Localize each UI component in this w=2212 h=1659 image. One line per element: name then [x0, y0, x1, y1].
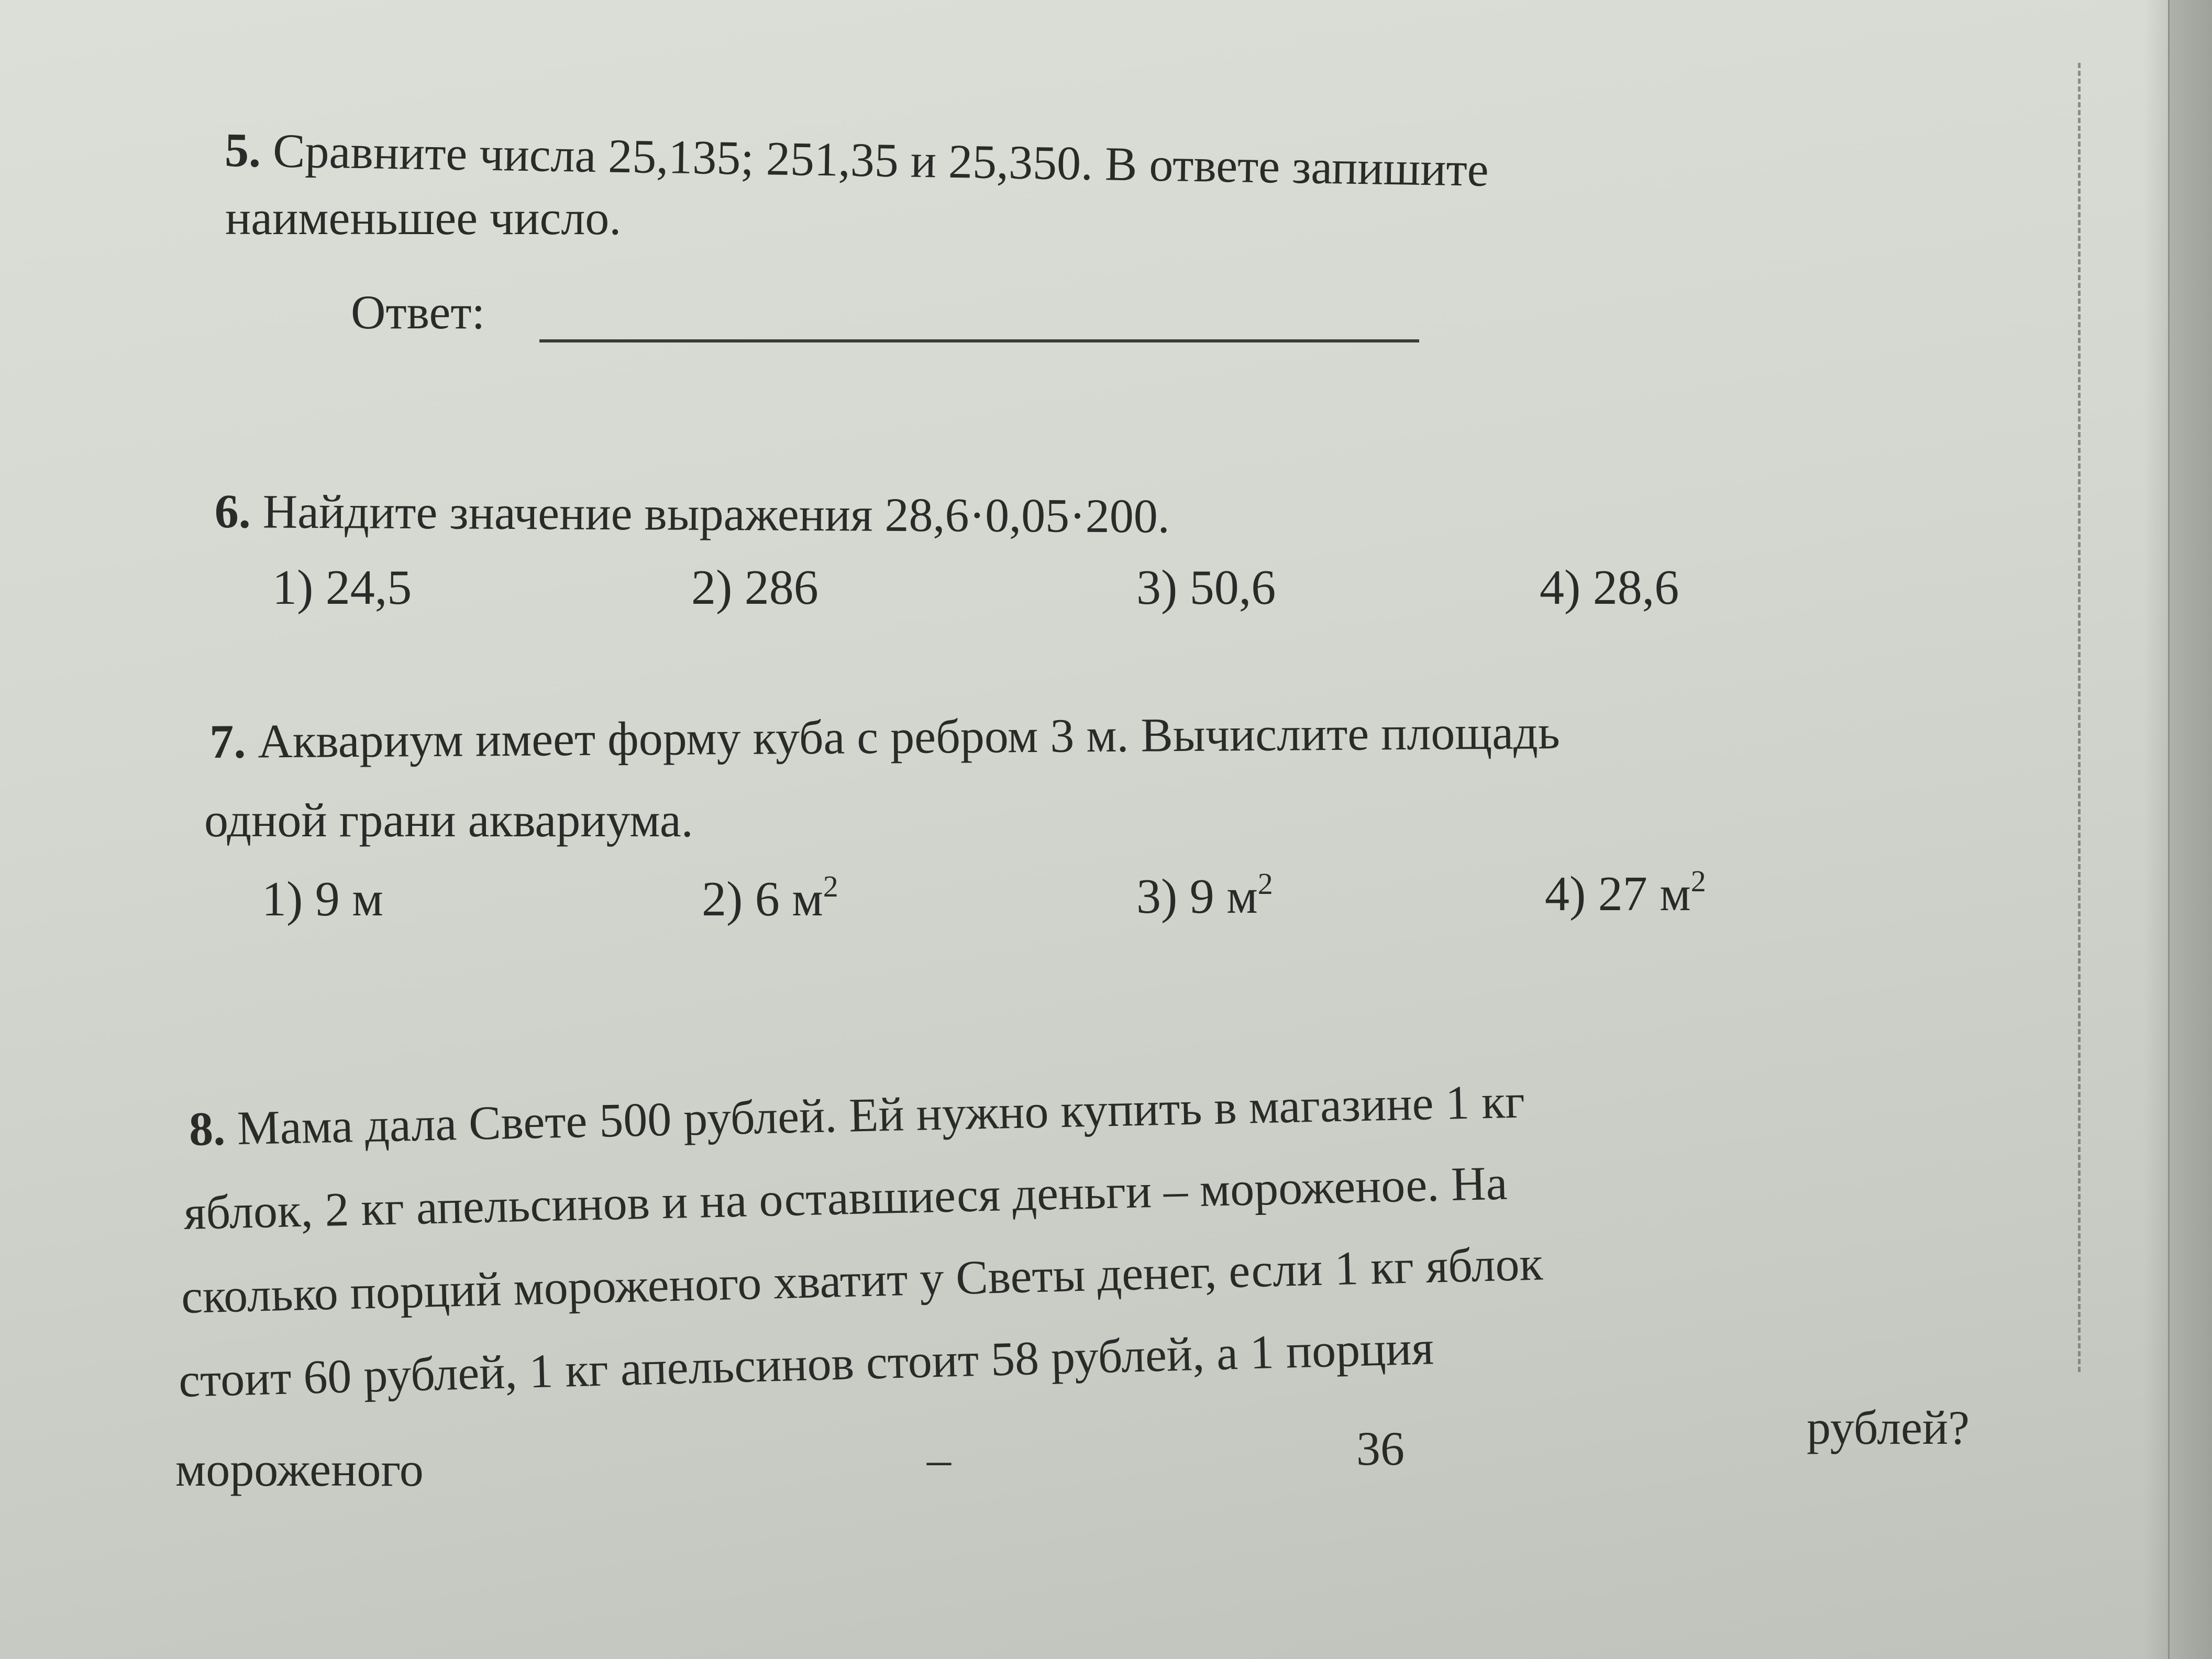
q6-option-4[interactable]: 4) 28,6	[1540, 560, 1679, 615]
q7-option-2-sup: 2	[823, 869, 838, 903]
q5-text-line1: Сравните числа 25,135; 251,35 и 25,350. В ответе запишите	[272, 124, 1489, 196]
q6-option-3[interactable]: 3) 50,6	[1136, 560, 1276, 615]
q7-option-4-sup: 2	[1690, 864, 1706, 898]
q6-option-2[interactable]: 2) 286	[691, 560, 819, 615]
q5-answer-blank[interactable]	[539, 339, 1419, 342]
q8-line1	[188, 1074, 1525, 1156]
q5-answer-label: Ответ:	[351, 285, 485, 339]
q8-text-line3: сколько порций мороженого хватит у Светы денег, если 1 кг яблок	[180, 1236, 1544, 1323]
q8-text-line2: яблок, 2 кг апельсинов и на оставшиеся деньги – мороженое. На	[183, 1156, 1508, 1240]
q6-option-1[interactable]: 1) 24,5	[272, 560, 412, 615]
q7-option-4[interactable]	[1545, 864, 1706, 921]
q5-text-line2: наименьшее число.	[225, 191, 622, 245]
q8-text-line1: Мама дала Свете 500 рублей. Ей нужно купить в магазине 1 кг	[236, 1074, 1525, 1155]
q5-number: 5.	[224, 123, 262, 178]
q7-number: 7.	[209, 714, 246, 768]
q7-text-line2: одной грани аквариума.	[204, 793, 693, 847]
q7-option-2[interactable]	[702, 869, 838, 926]
q7-option-3[interactable]	[1136, 867, 1273, 924]
q8-number: 8.	[188, 1101, 226, 1156]
page-edge	[2168, 0, 2212, 1659]
q7-text-line1: Аквариум имеет форму куба с ребром 3 м. Вычислите площадь	[257, 705, 1561, 768]
q7-option-1[interactable]	[262, 872, 383, 926]
q7-option-4-label: 4) 27 м	[1545, 867, 1691, 921]
q8-text-line5-b: –	[927, 1432, 951, 1486]
q8-text-line5-c: 36	[1356, 1422, 1404, 1475]
q7-option-1-label: 1) 9 м	[262, 872, 383, 926]
q7-option-2-label: 2) 6 м	[702, 872, 823, 926]
q6-number: 6.	[214, 484, 251, 538]
q8-text-line5-d: рублей?	[1807, 1401, 1970, 1454]
q7-option-3-sup: 2	[1257, 867, 1273, 901]
perforation-line	[2078, 63, 2081, 1372]
q6-text: Найдите значение выражения 28,6·0,05·200.	[262, 484, 1170, 543]
q5-line1	[224, 123, 1489, 196]
q7-option-3-label: 3) 9 м	[1136, 869, 1258, 924]
q7-line1	[209, 705, 1561, 768]
q8-text-line5-a: мороженого	[175, 1443, 424, 1496]
q6-line	[214, 484, 1170, 543]
q8-text-line4: стоит 60 рублей, 1 кг апельсинов стоит 58 рублей, а 1 порция	[178, 1321, 1434, 1407]
